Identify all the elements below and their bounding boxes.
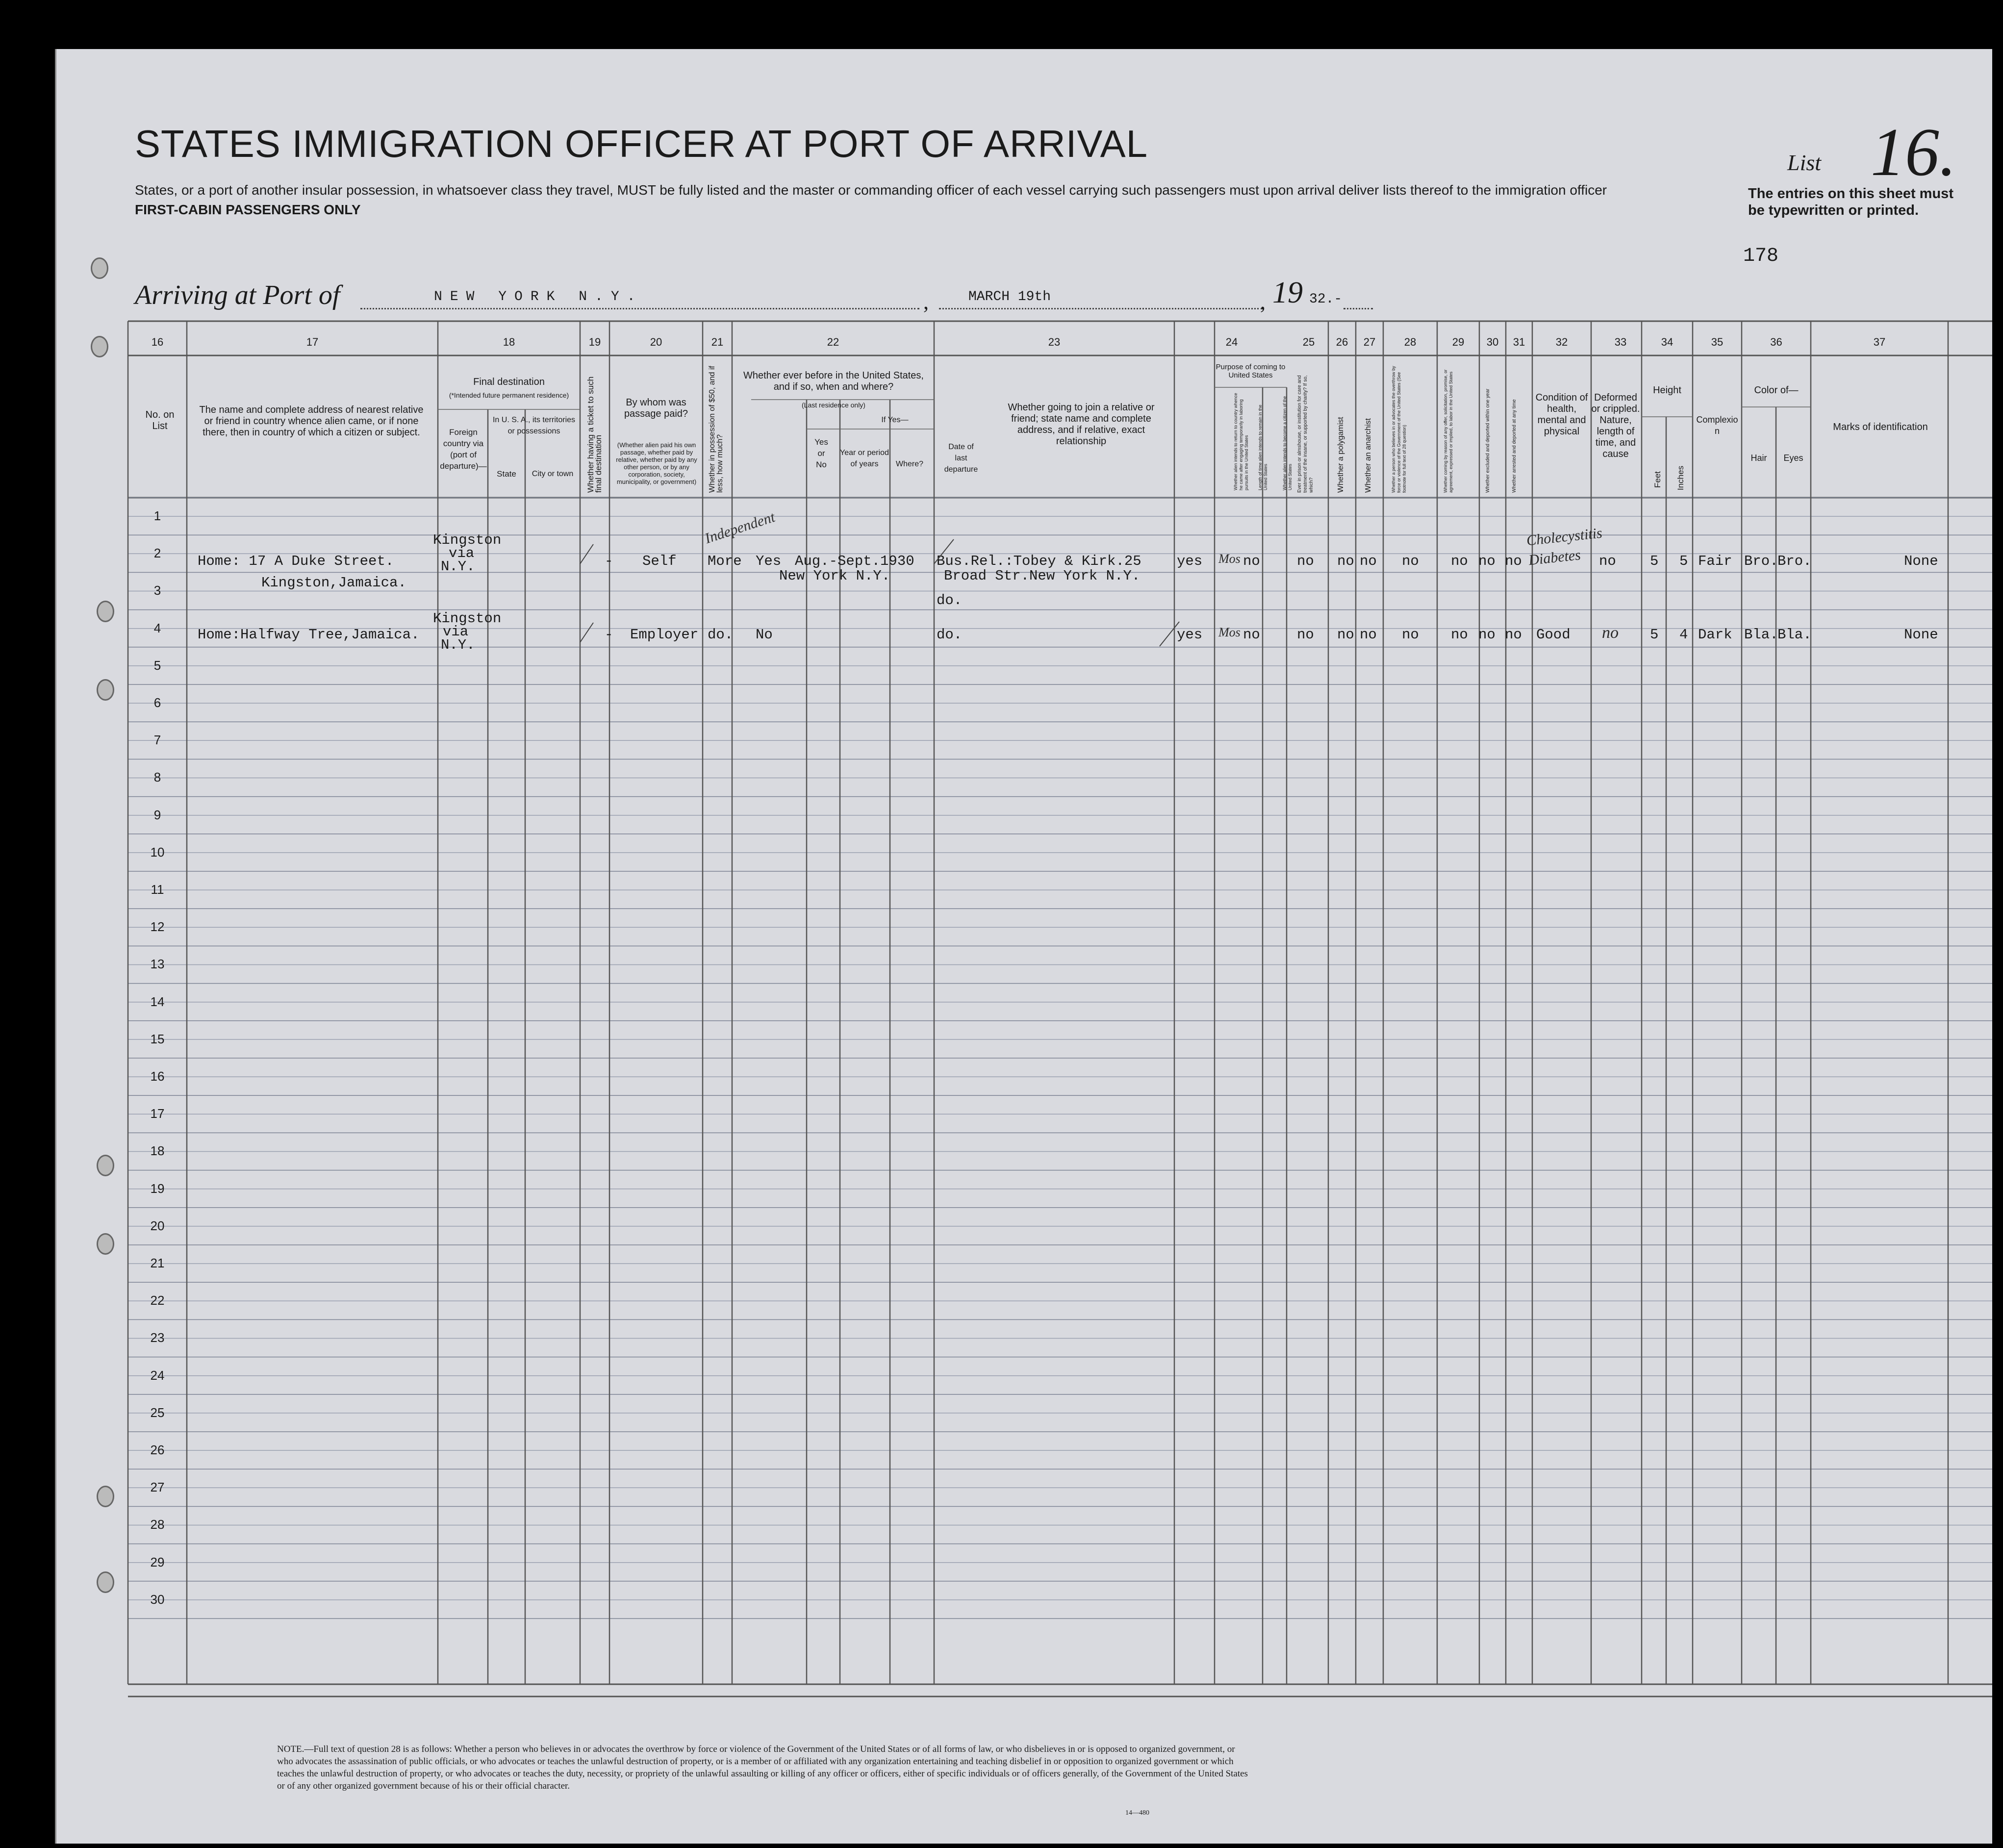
row-number: 18 [150,1143,165,1159]
header-ever-before-us: Whether ever before in the United States, and if so, when and where? [743,370,924,392]
row-number: 25 [150,1405,165,1420]
row-number: 24 [150,1367,165,1383]
row-number: 14 [150,994,165,1009]
r1-complexion: Fair [1698,553,1732,569]
header-deformed: Deformed or crippled. Nature, length of time, and cause [1591,392,1640,459]
r1-height-inches: 5 [1679,553,1688,569]
row-number: 1 [153,508,161,523]
row-number: 8 [153,770,161,785]
row-number: 12 [150,919,165,935]
column-number-28: 28 [1404,336,1417,348]
header-in-usa: In U. S. A., its territories or possessions [492,416,576,435]
footnote-question-28: NOTE.—Full text of question 28 is as follows: Whether a person who believes in or advocates the overthrow by force or violence of the Government of the United States or of all forms of law, or who disbelieves in or is opposed to organized government, or who advocates the assassination of public officials, or who advocates or teaches the unlawful destruction of property, or is a member of or affiliated with any organization entertaining and teaching disbelief in or opposition to organized government or which teaches the unlawful destruction of property, or who advocates or teaches the duty, necessity, or propriety of the unlawful assaulting or killing of any officer or officers, either of specific individuals or of officers generally, of the Government of the United States or of any other organized government because of his or their official character. [277,1744,1248,1791]
r1-anarchist: no [1360,553,1377,569]
r3-height-inches: 4 [1679,627,1688,643]
r1-join-line2: Broad Str.New York N.Y. [944,568,1141,584]
r3-foreign-line3: N.Y. [441,637,475,653]
header-height: Height [1653,385,1681,396]
r1-address-line1: Home: 17 A Duke Street. [198,553,394,569]
row-number: 26 [150,1443,165,1457]
header-year-period: Year or period of years [840,449,889,468]
typewritten-note-line-2: be typewritten or printed. [1748,203,1919,218]
r1-height-feet: 5 [1650,553,1659,569]
r3-money: do. [708,627,734,643]
row-number: 10 [150,844,165,860]
ticket-tick-marks [56,49,1992,686]
r3-overthrow: no [1402,627,1419,643]
column-number-16: 16 [151,336,164,348]
header-anarchist: Whether an anarchist [1364,418,1372,493]
header-overthrow: Whether a person who believes in or advocates the overthrow by force or violence of the Government of the United States (See footnote for full text of 28 question) [1391,366,1407,493]
column-number-30: 30 [1486,336,1499,348]
column-number-33: 33 [1614,336,1627,348]
row-number: 21 [150,1256,165,1270]
r3-length-of-time: Mos [1218,625,1241,639]
r1-eyes: Bro. [1777,553,1812,569]
page-code: 178 [1743,245,1779,267]
header-no-on-list: No. on List [145,409,175,431]
row-number: 27 [150,1480,165,1495]
column-number-29: 29 [1452,336,1465,348]
r1-foreign-line1: Kingston [433,532,502,548]
r1-overthrow: no [1402,553,1419,569]
arriving-label: Arriving at Port of [135,280,340,310]
row-number: 23 [150,1330,165,1345]
r3-been-before: No [756,627,773,643]
r1-passage-paid: Self [642,553,677,569]
r1-prison: no [1297,553,1314,569]
r1-period: Aug.-Sept.1930 [795,553,914,569]
header-city: City or town [532,470,574,478]
independent-annotation: Independent [703,508,777,547]
r1-intends-citizen: no [1243,553,1260,569]
header-if-yes: If Yes— [881,416,909,424]
column-number-19: 19 [588,336,601,348]
passenger-class-line: FIRST-CABIN PASSENGERS ONLY [135,202,361,217]
r1-foreign-line2: via [449,545,475,561]
row-number: 17 [150,1106,165,1121]
header-color-of: Color of— [1754,385,1799,396]
r1-purpose: yes [1177,553,1203,569]
r3-intends-citizen: no [1243,627,1260,643]
header-arrested: Whether arrested and deported at any time [1512,399,1517,493]
r3-ticket: - [605,627,613,643]
column-number-25: 25 [1302,336,1315,348]
r1-polygamist: no [1337,553,1354,569]
comma-separator: , [923,290,929,314]
header-condition-health: Condition of health, mental and physical [1535,392,1588,437]
r3-foreign-line2: via [443,624,469,640]
column-number-35: 35 [1711,336,1724,348]
column-number-27: 27 [1363,336,1376,348]
year-prefix: 19 [1272,276,1303,309]
header-prison: Ever in prison or almshouse, or institution for care and treatment of the insane, or supported by charity? If so, which? [1297,375,1314,493]
r3-excluded: no [1478,627,1496,643]
r1-join-line1: Bus.Rel.:Tobey & Kirk.25 [937,553,1141,569]
r1-arrested: no [1505,553,1522,569]
r3-deformed: no [1602,624,1619,642]
typewritten-note-line-1: The entries on this sheet must [1748,186,1953,202]
header-hair: Hair [1750,453,1767,463]
comma-separator: , [1260,290,1266,314]
r3-foreign-line1: Kingston [433,610,502,627]
header-marks-identification: Marks of identification [1833,422,1928,432]
row-number: 6 [153,695,161,710]
r1-money: More [708,553,742,569]
header-inches: Inches [1676,465,1685,490]
header-passage-paid: By whom was passage paid? [624,397,688,419]
header-fifty-dollars: Whether in possession of $50, and if less, how much? [708,366,724,493]
header-passage-paid-note: (Whether alien paid his own passage, whether paid by relative, whether paid by any other person, or by any corporation, society, municipality, or government) [616,441,697,485]
r3-height-feet: 5 [1650,627,1659,643]
header-eyes: Eyes [1783,453,1803,463]
r1-marks: None [1904,553,1938,569]
header-final-destination: Final destination [473,377,545,387]
r3-labor-offer: no [1451,627,1468,643]
header-excluded: Whether excluded and deported within one year [1485,388,1491,493]
column-number-22: 22 [827,336,839,348]
row-number: 20 [150,1218,165,1233]
header-nearest-relative: The name and complete address of nearest relative or friend in country whence alien came, or if none there, then in country of which a citizen or subject. [199,405,424,438]
header-feet: Feet [1653,471,1662,488]
r3-join: do. [937,627,963,643]
r1-foreign-line3: N.Y. [441,558,475,575]
column-number-32: 32 [1555,336,1568,348]
column-number-24: 24 [1225,336,1238,348]
header-ticket: Whether having a ticket to such final destination [586,376,603,493]
r3-purpose: yes [1177,627,1203,643]
r3-eyes: Bla. [1777,627,1812,643]
r2-join: do. [937,592,963,608]
arrival-date: MARCH 19th [968,289,1051,304]
page-title: STATES IMMIGRATION OFFICER AT PORT OF ARRIVAL [135,122,1148,165]
row-number: 11 [151,882,164,897]
r3-polygamist: no [1337,627,1354,643]
column-number-34: 34 [1661,336,1673,348]
row-number: 4 [153,620,161,635]
row-number: 9 [153,807,161,822]
header-where: Where? [895,460,924,468]
row-number: 13 [150,957,165,972]
r1-been-before: Yes [756,553,782,569]
row-number: 15 [150,1031,165,1046]
year-suffix: 32.- [1309,292,1343,307]
list-number: 16. [1871,114,1956,190]
column-number-37: 37 [1873,336,1886,348]
r1-health-condition: Cholecystitis Diabetes [1525,525,1603,569]
header-yes-or-no: Yes or No [814,437,828,469]
manifest-sheet [55,49,1992,1844]
r1-where: New York N.Y. [779,568,890,584]
header-date-last-departure: Date of last departure [944,443,978,474]
r3-address: Home:Halfway Tree,Jamaica. [198,627,420,643]
column-number-21: 21 [711,336,724,348]
column-number-17: 17 [306,336,319,348]
row-number: 29 [150,1554,165,1570]
header-state: State [497,469,516,479]
row-number: 7 [153,733,161,748]
header-join-relative: Whether going to join a relative or friend; state name and complete address, and if relative, exact relationship [1008,402,1155,447]
r3-prison: no [1297,627,1314,643]
header-foreign-country: Foreign country via (port of departure)— [440,428,487,471]
r1-deformed: no [1599,553,1616,569]
header-polygamist: Whether a polygamist [1337,417,1345,493]
row-number: 3 [153,583,161,598]
list-label: List [1787,150,1822,175]
r1-excluded: no [1478,553,1496,569]
header-final-destination-note: (*Intended future permanent residence) [449,391,569,399]
header-purpose-citizen: Whether alien intends to become a citizen of the United States [1282,396,1293,490]
header-purpose-return: Whether alien intends to return to country whence he came after engaging temporarily in laboring pursuits in the United States [1233,393,1249,490]
column-number-18: 18 [503,336,515,348]
column-number-20: 20 [650,336,662,348]
column-number-31: 31 [1513,336,1525,348]
header-purpose-length: Length of time alien intends to remain in the United States [1258,405,1268,490]
row-number: 16 [150,1069,165,1084]
r1-labor-offer: no [1451,553,1468,569]
row-number: 22 [150,1293,165,1308]
form-code: 14—480 [1125,1809,1149,1817]
page-subtitle: States, or a port of another insular possession, in whatsoever class they travel, MUST be fully listed and the master or commanding officer of each vessel carrying such passengers must upon arrival deliver lists thereof to the immigration officer [135,182,1607,198]
row-number: 2 [153,546,161,561]
row-number: 28 [150,1517,165,1532]
row-number: 30 [150,1592,165,1607]
header-purpose: Purpose of coming to United States [1216,363,1286,380]
port-of-arrival: NEW YORK N.Y. [434,289,643,304]
row-number: 19 [150,1181,165,1196]
header-last-residence-note: (Last residence only) [802,401,865,409]
column-number-26: 26 [1336,336,1348,348]
r1-hair: Bro. [1744,553,1778,569]
column-number-36: 36 [1770,336,1782,348]
r3-passage-paid: Employer [630,627,699,643]
column-number-23: 23 [1048,336,1061,348]
header-complexion: Complexion [1696,415,1738,436]
r3-marks: None [1904,627,1938,643]
r1-ticket: - [605,553,613,569]
r1-length-of-time: Mos [1218,552,1241,566]
r3-arrested: no [1505,627,1522,643]
r1-address-line2: Kingston,Jamaica. [261,575,406,591]
r3-anarchist: no [1360,627,1377,643]
r3-hair: Bla. [1744,627,1778,643]
header-labor-offer: Whether coming by reason of any offer, solicitation, promise, or agreement, expressed or implied, to labor in the United States [1443,369,1453,493]
r3-health-condition: Good [1536,627,1571,643]
row-number: 5 [153,658,161,673]
r3-complexion: Dark [1698,627,1732,643]
